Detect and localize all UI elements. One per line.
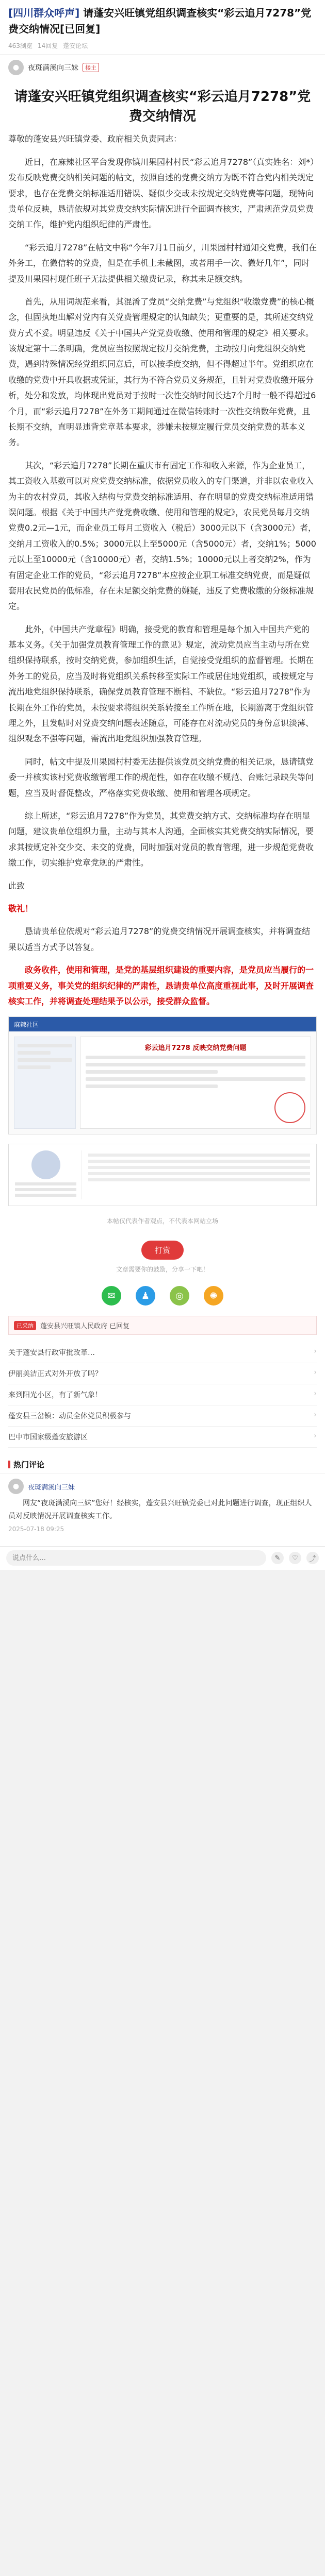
article-body <box>0 131 325 1009</box>
screenshot-line <box>86 1084 218 1088</box>
screenshot-body <box>9 1031 316 1134</box>
sidebar-line <box>18 1051 51 1055</box>
avatar[interactable]: ● <box>8 60 24 75</box>
greeting: 尊敬的蓬安县兴旺镇党委、政府相关负责同志： <box>8 134 182 144</box>
post-meta <box>8 41 317 50</box>
post-title-text: 请蓬安兴旺镇党组织调查核实“彩云追月7278”党费交纳情况[已回复] <box>8 7 312 35</box>
share-row <box>0 1281 325 1316</box>
paragraph-2: “彩云追月7278”在帖文中称“今年7月1日前夕，川果园村村通知交党费，我们在外务工，在微信转的党费，但是在手机上未截图，或者用手一次、微好几年”，同时提及川果园村现任班子无法提供相关缴费记录，称其未足额交纳。 <box>8 242 317 284</box>
comment-head <box>8 1479 317 1494</box>
screenshot-title: 彩云追月7278 反映交纳党费问题 <box>144 1044 247 1053</box>
screenshot-line <box>86 1077 305 1081</box>
comment-item <box>0 1473 325 1537</box>
screenshot-main <box>80 1037 311 1129</box>
chevron-right-icon: › <box>314 1411 317 1419</box>
share-icon[interactable]: ⤴ <box>306 1552 319 1564</box>
post-title <box>8 5 317 37</box>
sidebar-line <box>18 1044 72 1047</box>
related-item-label: 蓬安县三岔镇：动员全体党员积极参与 <box>8 1412 131 1421</box>
sidebar-line <box>18 1065 51 1069</box>
related-item[interactable] <box>8 1405 317 1427</box>
profile-panel <box>15 1150 82 1199</box>
reply-count: 14回复 <box>37 42 58 49</box>
chevron-right-icon: › <box>314 1432 317 1440</box>
view-count: 463浏览 <box>8 42 32 49</box>
screenshot-line <box>86 1056 305 1059</box>
related-item-label: 巴中市国家级蓬安旅游区 <box>8 1433 88 1442</box>
screenshot-image-1 <box>8 1016 317 1134</box>
paragraph-8: 此致 <box>8 880 25 891</box>
like-icon[interactable]: ♡ <box>289 1552 301 1564</box>
chevron-right-icon: › <box>314 1368 317 1377</box>
sidebar-line <box>18 1058 72 1062</box>
related-list <box>0 1340 325 1453</box>
avatar[interactable]: ● <box>8 1479 24 1494</box>
paragraph-3: 首先，从用词规范来看，其混淆了党员“交纳党费”与党组织“收缴党费”的核心概念，但固执地出解对党内有关党费管理规定的认知缺失；更重要的是，其所述交纳党费方式不妥。明显违反《关于中国共产党党费收缴、使用和管理的规定》相关要求。该规定第十二条明确，党员应当按照规定按月交纳党费，主动按月向党组织交纳党费，遇到特殊情况经党组织同意后，可以按季度交纳，但不得超过半年。党组织应在收缴的党费中开具收据或凭证，其行为不符合党员义务规范，且针对党费收缴开展分析，处分和发放，均体现出党员对于按时一次性交纳时间长达7个月时一般不得超过6个月，而“彩云追月7278”在外务工期间通过在微信转账时一次性交纳数年党费，且长期不交纳，直明显违背党章基本要求，涉嫌未按规定履行党员交纳党费的基本义务。 <box>8 296 316 448</box>
comment-author[interactable]: 夜斑满溪向三妹 <box>28 1483 75 1492</box>
preview-line <box>88 1160 310 1163</box>
screenshot-line <box>86 1070 218 1074</box>
actions <box>0 1235 325 1281</box>
bottom-bar <box>0 1546 325 1570</box>
forum-name[interactable]: 蓬安论坛 <box>63 42 88 49</box>
preview-line <box>88 1178 310 1181</box>
paragraph-1: 近日，在麻辣社区平台发现你镇川果园村村民“彩云追月7278”（真实姓名：刘*）发布反映党费交纳相关问题的帖文，按照自述的党费交纳方为既不符合党内相关规定要求，也存在党费交纳标准适用错误、疑似少交或未按规定交纳党费等问题，现特向贵单位反映，恳请依规对其党费交纳实际情况进行全面调查核实，严肃规范党员党费交纳工作，维护党内组织纪律的严肃性。 <box>8 157 315 230</box>
comment-body: 网友“夜斑满溪向三妹”您好！经核实，蓬安县兴旺镇党委已对此问题进行调查，现正组织人员对反映情况开展调查核实工作。 <box>8 1499 312 1521</box>
screenshot-line <box>86 1063 305 1066</box>
moments-icon[interactable]: ◎ <box>170 1286 189 1306</box>
preview-line <box>88 1154 310 1157</box>
related-item[interactable] <box>8 1342 317 1363</box>
post-header <box>0 0 325 54</box>
share-tip: 文章需要你的鼓励，分享一下吧！ <box>116 1266 209 1274</box>
post-tag[interactable]: [四川群众呼声] <box>8 7 80 19</box>
profile-line <box>15 1194 76 1197</box>
chevron-right-icon: › <box>314 1389 317 1398</box>
paragraph-9: 恳请贵单位依规对“彩云追月7278”的党费交纳情况开展调查核实，并将调查结果以适当方式予以答复。 <box>8 926 311 952</box>
screenshot-sidebar <box>14 1037 76 1129</box>
related-item-label: 关于蓬安县行政审批改革… <box>8 1349 95 1358</box>
disclaimer: 本帖仅代表作者观点，不代表本网站立场 <box>106 1217 218 1225</box>
related-item[interactable] <box>8 1363 317 1384</box>
paragraph-5: 此外，《中国共产党章程》明确，接受党的教育和管理是每个加入中国共产党的基本义务。《关于加强党员教育管理工作的意见》规定，流动党员应当主动与所在党组织保持联系，按时交纳党费，参加组织生活，自觉接受党组织的监督管理。长期在外务工的党员，应当及时将党组织关系转移至实际工作或居住地党组织，或按规定与流出地党组织保持联系，确保党员教育管理不断档、不缺位。“彩云追月7278”作为长期在外工作的党员，未按要求将组织关系转接至工作所在地，长期游离于党组织管理之外，且发帖时对党费交纳问题表述随意，可能存在对流动党员的身份意识淡薄、组织观念不强等问题，需流出地党组织加强教育管理。 <box>8 624 314 744</box>
reward-button[interactable]: 打赏 <box>141 1241 184 1260</box>
closing-bold: 敬礼！ <box>8 903 34 913</box>
hot-comments-label: 热门评论 <box>13 1460 45 1470</box>
wechat-icon[interactable]: ✉ <box>102 1286 121 1306</box>
paragraph-10: 政务收件，使用和管理，是党的基层组织建设的重要内容，是党员应当履行的一项重要义务，事关党的组织纪律的严肃性，恳请贵单位高度重视此事，及时开展调查核实工作，并将调查处理结果予以公示，接受群众监督。 <box>8 965 314 1006</box>
profile-line <box>15 1182 76 1185</box>
paragraph-7: 综上所述，“彩云追月7278”作为党员，其党费交纳方式、交纳标准均存在明显问题，建议贵单位组织力量，主动与其本人沟通，全面核实其党费交纳实际情况，要求其按规定补交少交、未交的党费，同时加强对党员的教育管理，进一步规范党费收缴工作，切实维护党章党规的严肃性。 <box>8 811 314 868</box>
related-item[interactable] <box>8 1384 317 1405</box>
related-item[interactable] <box>8 1427 317 1448</box>
related-item-label: 伊丽美洁正式对外开放了吗？ <box>8 1370 102 1379</box>
paragraph-6: 同时，帖文中提及川果园村村委无法提供该党员交纳党费的相关记录，恳请镇党委一并核实该村党费收缴管理工作的规范性，如存在收缴不规范、台账记录缺失等问题，应当及时督促整改，严格落实党费收缴、使用和管理各项规定。 <box>8 756 314 798</box>
preview-line <box>88 1172 310 1175</box>
adopted-badge: 已采纳 <box>14 1321 36 1330</box>
author-badge: 楼主 <box>83 63 99 72</box>
hot-comments-title <box>0 1453 325 1473</box>
article-title: 请蓬安兴旺镇党组织调查核实“彩云追月7278”党费交纳情况 <box>14 89 311 124</box>
author-name[interactable]: 夜斑满溪向三妹 <box>28 64 78 72</box>
screenshot-image-2 <box>8 1144 317 1206</box>
paragraph-4: 其次，“彩云追月7278”长期在重庆市有固定工作和收入来源，作为企业员工，其工资收入基数可以对应党费交纳标准，依据党员收入的专门渠道，并非以农业收入为主的农村党员，其收入结构与党费交纳标准适用、存在明显的党费交纳标准适用错误问题。根据《关于中国共产党党费收缴、使用和管理的规定》，农民党员每月交纳党费0.2元—1元，而企业员工每月工资收入（税后）3000元以下（含3000元）者，交纳月工资收入的0.5%；3000元以上至5000元（含5000元）者，交纳1%；5000元以上至10000元（含10000元）者，交纳1.5%；10000元以上者交纳2%，作为有固定企业工作的党员，“彩云追月7278”本应按企业职工标准交纳党费，而是疑似套用农民党员的低标准，存在未足额交纳党费的嫌疑，违反了党费收缴的分级标准规定。 <box>8 460 317 612</box>
official-seal <box>274 1092 305 1123</box>
post-preview <box>88 1150 310 1199</box>
weibo-icon[interactable]: ✺ <box>204 1286 223 1306</box>
related-item-label: 来到阳光小区，有了新气象！ <box>8 1391 102 1400</box>
section-accent <box>8 1461 10 1468</box>
qq-icon[interactable]: ♟ <box>136 1286 155 1306</box>
chevron-right-icon: › <box>314 1347 317 1356</box>
profile-avatar <box>31 1150 60 1179</box>
screenshot-header: 麻辣社区 <box>9 1017 316 1031</box>
reply-status-bar[interactable] <box>8 1316 317 1335</box>
comment-time: 2025-07-18 09:25 <box>8 1525 64 1533</box>
author-row <box>0 54 325 80</box>
reply-status-text: 蓬安县兴旺镇人民政府 已回复 <box>40 1323 130 1331</box>
comment-icon[interactable]: ✎ <box>271 1552 284 1564</box>
comment-input[interactable] <box>6 1550 266 1566</box>
preview-line <box>88 1166 310 1169</box>
profile-line <box>15 1188 76 1191</box>
